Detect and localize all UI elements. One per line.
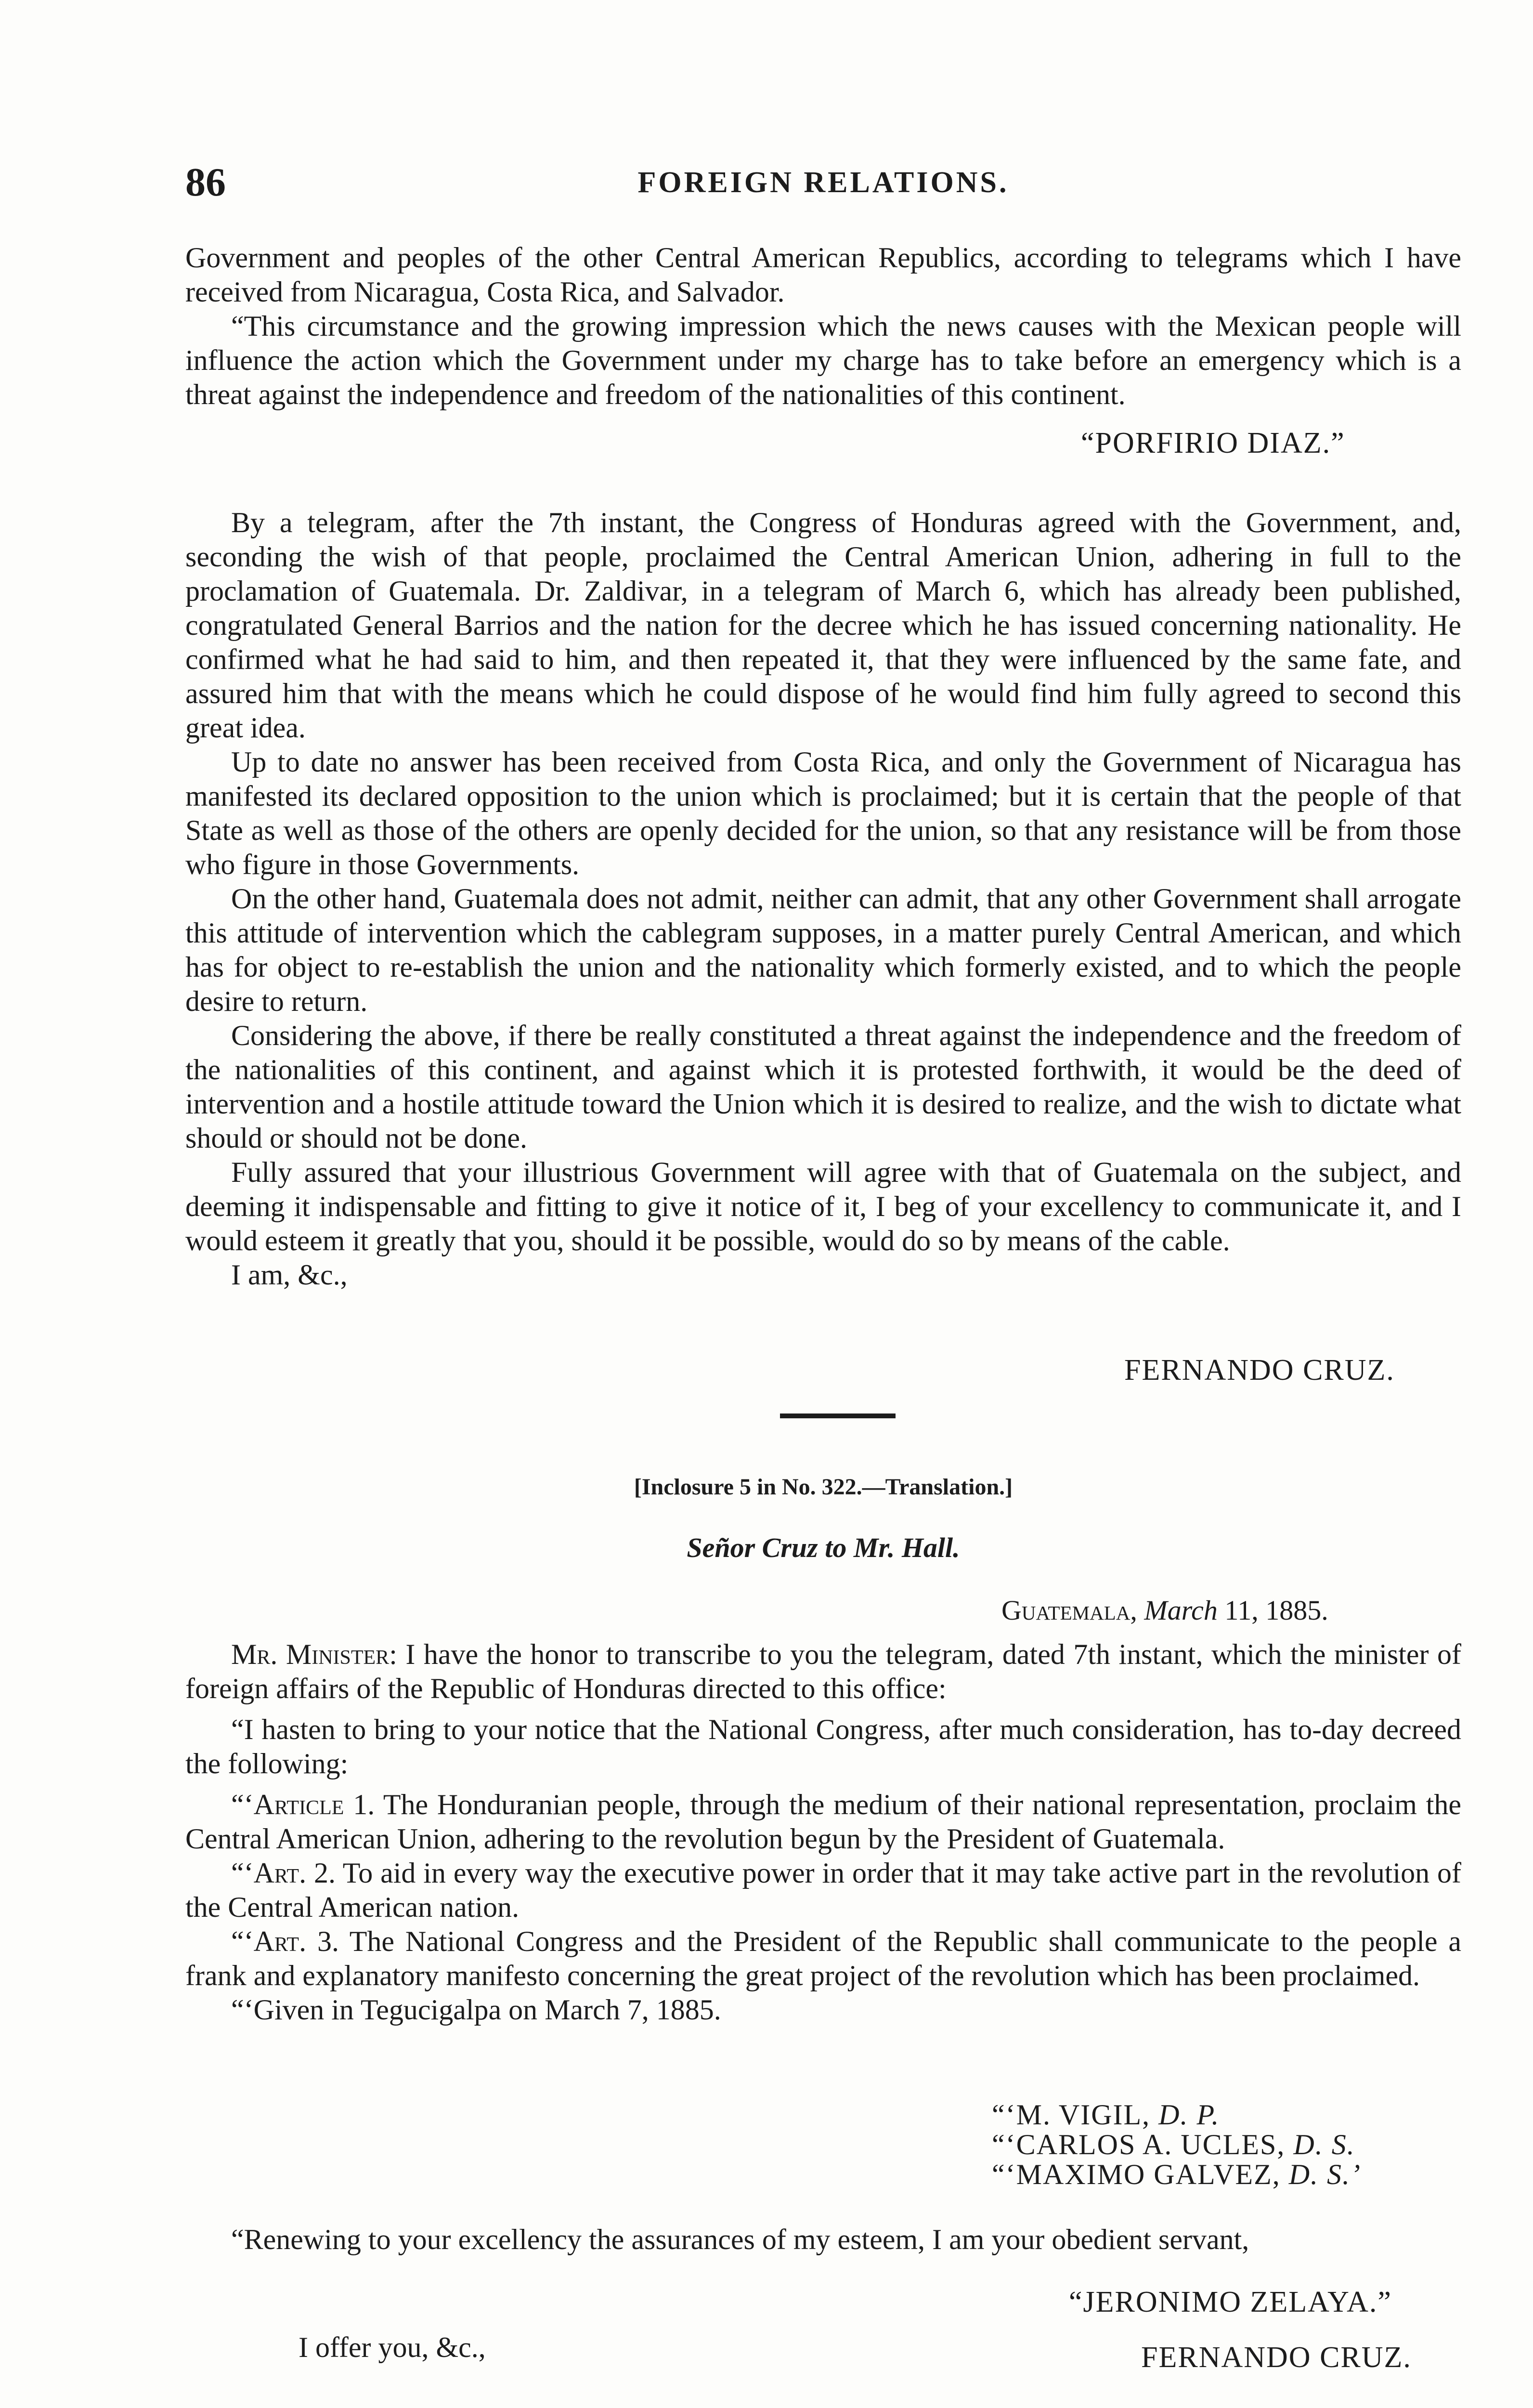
- main-body: [185, 506, 1461, 1292]
- letter-subheading: Señor Cruz to Mr. Hall.: [687, 1532, 960, 1563]
- body-paragraph: On the other hand, Guatemala does not admit, neither can admit, that any other Government shall arrogate this attitude of intervention which the cablegram supposes, in a matter purely Central American, and which has for object to re-establish the union and the nationality which formerly existed, and to which the people desire to return.: [185, 883, 1461, 1017]
- article-2: [185, 1856, 1461, 1924]
- article-2-label: “‘Art.: [231, 1857, 307, 1889]
- dateline: [1001, 1594, 1328, 1626]
- salutation-paragraph: [185, 1637, 1461, 1706]
- fernando-cruz-signature: FERNANDO CRUZ.: [1124, 1354, 1395, 1387]
- body-paragraph: Up to date no answer has been received from Costa Rica, and only the Government of Nicaragua has manifested its declared opposition to the union which is proclaimed; but it is certain that the people of that State as well as those of the others are openly decided for the union, so that any resistance will be from those who figure in those Governments.: [185, 746, 1461, 880]
- section-divider: [780, 1413, 896, 1418]
- signer-name: “‘MAXIMO GALVEZ,: [992, 2159, 1281, 2190]
- renewal-paragraph: “Renewing to your excellency the assurances of my esteem, I am your obedient servant,: [231, 2224, 1249, 2255]
- inclosure-closing: I offer you, &c.,: [299, 2331, 486, 2363]
- article-3-label: “‘Art.: [231, 1925, 307, 1957]
- article-1-label: “‘Article: [231, 1789, 344, 1820]
- decree-signers: [992, 2100, 1361, 2189]
- telegram-intro: “I hasten to bring to your notice that the National Congress, after much consideration, has to-day decreed the following:: [185, 1714, 1461, 1780]
- signer-name: “‘CARLOS A. UCLES,: [992, 2129, 1286, 2160]
- signer-title: D. P.: [1158, 2099, 1220, 2131]
- article-1: [185, 1788, 1461, 1856]
- signer-title: D. S.’: [1288, 2159, 1362, 2190]
- given-line: “‘Given in Tegucigalpa on March 7, 1885.: [231, 1994, 721, 2026]
- article-3-text: 3. The National Congress and the President of the Republic shall communicate to the people a frank and explanatory manifesto concerning the great project of the revolution which has been proclaimed.: [185, 1925, 1462, 1991]
- top-section: [185, 241, 1461, 412]
- inclosure-body: [185, 1637, 1461, 2027]
- article-3: [185, 1924, 1461, 1993]
- quoted-paragraph: “This circumstance and the growing impression which the news causes with the Mexican people will influence the action which the Government under my charge has to take before an emergency which is a threat against the independence and freedom of the nationalities of this continent.: [185, 310, 1461, 410]
- signer-line: [992, 2130, 1361, 2159]
- closing-line: I am, &c.,: [231, 1259, 348, 1291]
- salutation: Mr. Minister:: [231, 1638, 397, 1670]
- inclosure-heading: [Inclosure 5 in No. 322.—Translation.]: [634, 1474, 1013, 1500]
- running-title: FOREIGN RELATIONS.: [637, 166, 1009, 199]
- body-paragraph: Fully assured that your illustrious Government will agree with that of Guatemala on the subject, and deeming it indispensable and fitting to give it notice of it, I beg of your excellency to communicate it, and I would esteem it greatly that you, should it be possible, would do so by means of the cable.: [185, 1156, 1461, 1256]
- opening-text: I have the honor to transcribe to you the telegram, dated 7th instant, which the minister of foreign affairs of the Republic of Honduras directed to this office:: [185, 1638, 1462, 1704]
- inclosure-signature: FERNANDO CRUZ.: [1141, 2341, 1412, 2374]
- dateline-city: Guatemala,: [1001, 1595, 1137, 1626]
- signer-line: [992, 2100, 1361, 2130]
- body-paragraph: By a telegram, after the 7th instant, the Congress of Honduras agreed with the Government, and, seconding the wish of that people, proclaimed the Central American Union, adhering in full to the proclamation of Guatemala. Dr. Zaldivar, in a telegram of March 6, which has already been published, congratulated General Barrios and the nation for the decree which he has issued concerning nationality. He confirmed what he had said to him, and then repeated it, that they were influenced by the same fate, and assured him that with the means which he could dispose of he would find him fully agreed to second this great idea.: [185, 507, 1461, 744]
- body-paragraph: Considering the above, if there be really constituted a threat against the independence and the freedom of the nationalities of this continent, and against which it is protested forthwith, it would be the deed of intervention and a hostile attitude toward the Union which it is desired to realize, and the wish to dictate what should or should not be done.: [185, 1020, 1461, 1154]
- continued-paragraph: Government and peoples of the other Central American Republics, according to telegrams which I have received from Nicaragua, Costa Rica, and Salvador.: [185, 242, 1461, 308]
- article-2-text: 2. To aid in every way the executive power in order that it may take active part in the revolution of the Central American nation.: [185, 1857, 1462, 1923]
- page-header: [185, 159, 1461, 212]
- signer-name: “‘M. VIGIL,: [992, 2099, 1151, 2131]
- article-1-text: 1. The Honduranian people, through the medium of their national representation, proclaim the Central American Union, adhering to the revolution begun by the President of Guatemala.: [185, 1789, 1462, 1855]
- renewal-section: [185, 2223, 1461, 2257]
- porfirio-diaz-signature: “PORFIRIO DIAZ.”: [1081, 427, 1345, 459]
- zelaya-signature: “JERONIMO ZELAYA.”: [1069, 2286, 1392, 2318]
- dateline-day-year: 11, 1885.: [1224, 1595, 1328, 1626]
- page-number: 86: [185, 160, 226, 205]
- signer-line: [992, 2159, 1361, 2189]
- signer-title: D. S.: [1293, 2129, 1355, 2160]
- dateline-month: March: [1144, 1595, 1218, 1626]
